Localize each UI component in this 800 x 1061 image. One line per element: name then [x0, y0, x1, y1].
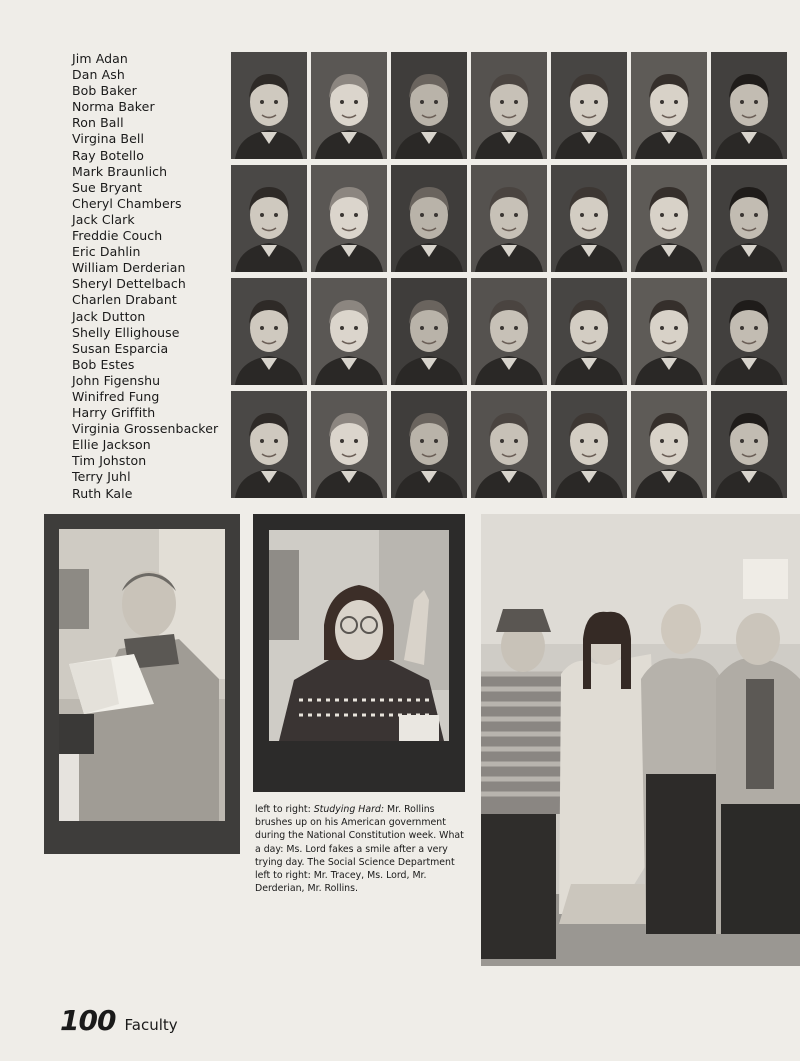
faculty-portrait — [551, 52, 627, 159]
page-number: 100 — [60, 1004, 116, 1037]
faculty-name: Jack Dutton — [72, 308, 146, 324]
faculty-portrait — [311, 278, 387, 385]
faculty-name: Cheryl Chambers — [72, 195, 182, 211]
faculty-portrait — [711, 391, 787, 498]
faculty-name: Virgina Bell — [72, 131, 145, 147]
faculty-portrait — [471, 52, 547, 159]
faculty-portrait — [551, 391, 627, 498]
photo-smiling-teacher — [253, 514, 465, 792]
faculty-portrait — [231, 278, 307, 385]
faculty-name: Winifred Fung — [72, 388, 160, 404]
faculty-portrait — [311, 391, 387, 498]
faculty-name: Eric Dahlin — [72, 244, 141, 260]
faculty-portrait — [471, 278, 547, 385]
faculty-portrait — [391, 391, 467, 498]
faculty-portrait — [231, 165, 307, 272]
faculty-name: Jack Clark — [72, 211, 135, 227]
faculty-portrait — [391, 165, 467, 272]
faculty-portrait — [711, 52, 787, 159]
faculty-name: Sue Bryant — [72, 179, 143, 195]
photo-department-group — [481, 514, 800, 966]
faculty-portrait — [311, 165, 387, 272]
faculty-name: Virginia Grossenbacker — [72, 421, 219, 437]
faculty-name: Harry Griffith — [72, 405, 156, 421]
faculty-name: Mark Braunlich — [72, 163, 168, 179]
faculty-portrait — [551, 278, 627, 385]
faculty-name: Ron Ball — [72, 115, 124, 131]
department-group-image — [481, 514, 800, 966]
section-title: Faculty — [124, 1016, 178, 1034]
faculty-name: Norma Baker — [72, 99, 155, 115]
faculty-portrait — [551, 165, 627, 272]
faculty-portrait — [471, 165, 547, 272]
faculty-name-list — [72, 51, 218, 502]
faculty-name: John Figenshu — [72, 372, 161, 388]
caption-title-studying-hard: Studying Hard: — [313, 804, 385, 815]
faculty-name: Ellie Jackson — [72, 437, 151, 453]
faculty-name: Freddie Couch — [72, 228, 163, 244]
reading-teacher-image — [59, 529, 225, 821]
faculty-name: Dan Ash — [72, 67, 125, 83]
photo-reading-teacher — [44, 514, 240, 854]
faculty-name: Ruth Kale — [72, 485, 133, 501]
faculty-portrait — [631, 165, 707, 272]
faculty-portrait — [391, 278, 467, 385]
faculty-portrait — [231, 52, 307, 159]
faculty-portrait — [711, 278, 787, 385]
page-footer — [60, 1004, 178, 1037]
photo-caption — [255, 803, 467, 895]
smiling-teacher-image — [269, 530, 449, 741]
faculty-name: Sheryl Dettelbach — [72, 276, 186, 292]
faculty-name: Jim Adan — [72, 51, 128, 66]
faculty-name: Susan Esparcia — [72, 340, 169, 356]
faculty-portrait — [631, 278, 707, 385]
faculty-portrait — [471, 391, 547, 498]
faculty-name: Shelly Ellighouse — [72, 324, 180, 340]
faculty-portrait — [711, 165, 787, 272]
faculty-name: Bob Estes — [72, 356, 135, 372]
faculty-name: Ray Botello — [72, 147, 144, 163]
faculty-portrait — [631, 52, 707, 159]
faculty-portrait — [631, 391, 707, 498]
caption-lead: left to right: — [255, 804, 314, 815]
faculty-name: Bob Baker — [72, 83, 137, 99]
caption-text: Mr. Rollins brushes up on his American government during the National Constitution week. What a day: Ms. Lord fakes a smile after a very trying day. The Social Science Department left to right: Mr. Tracey, Ms. Lord, Mr. Derderian, Mr. Rollins. — [255, 804, 464, 895]
faculty-name: William Derderian — [72, 260, 186, 276]
faculty-name: Terry Juhl — [72, 469, 131, 485]
faculty-portrait — [311, 52, 387, 159]
portrait-grid — [231, 52, 789, 498]
faculty-portrait — [391, 52, 467, 159]
faculty-name: Tim Johston — [72, 453, 147, 469]
faculty-name: Charlen Drabant — [72, 292, 177, 308]
faculty-portrait — [231, 391, 307, 498]
